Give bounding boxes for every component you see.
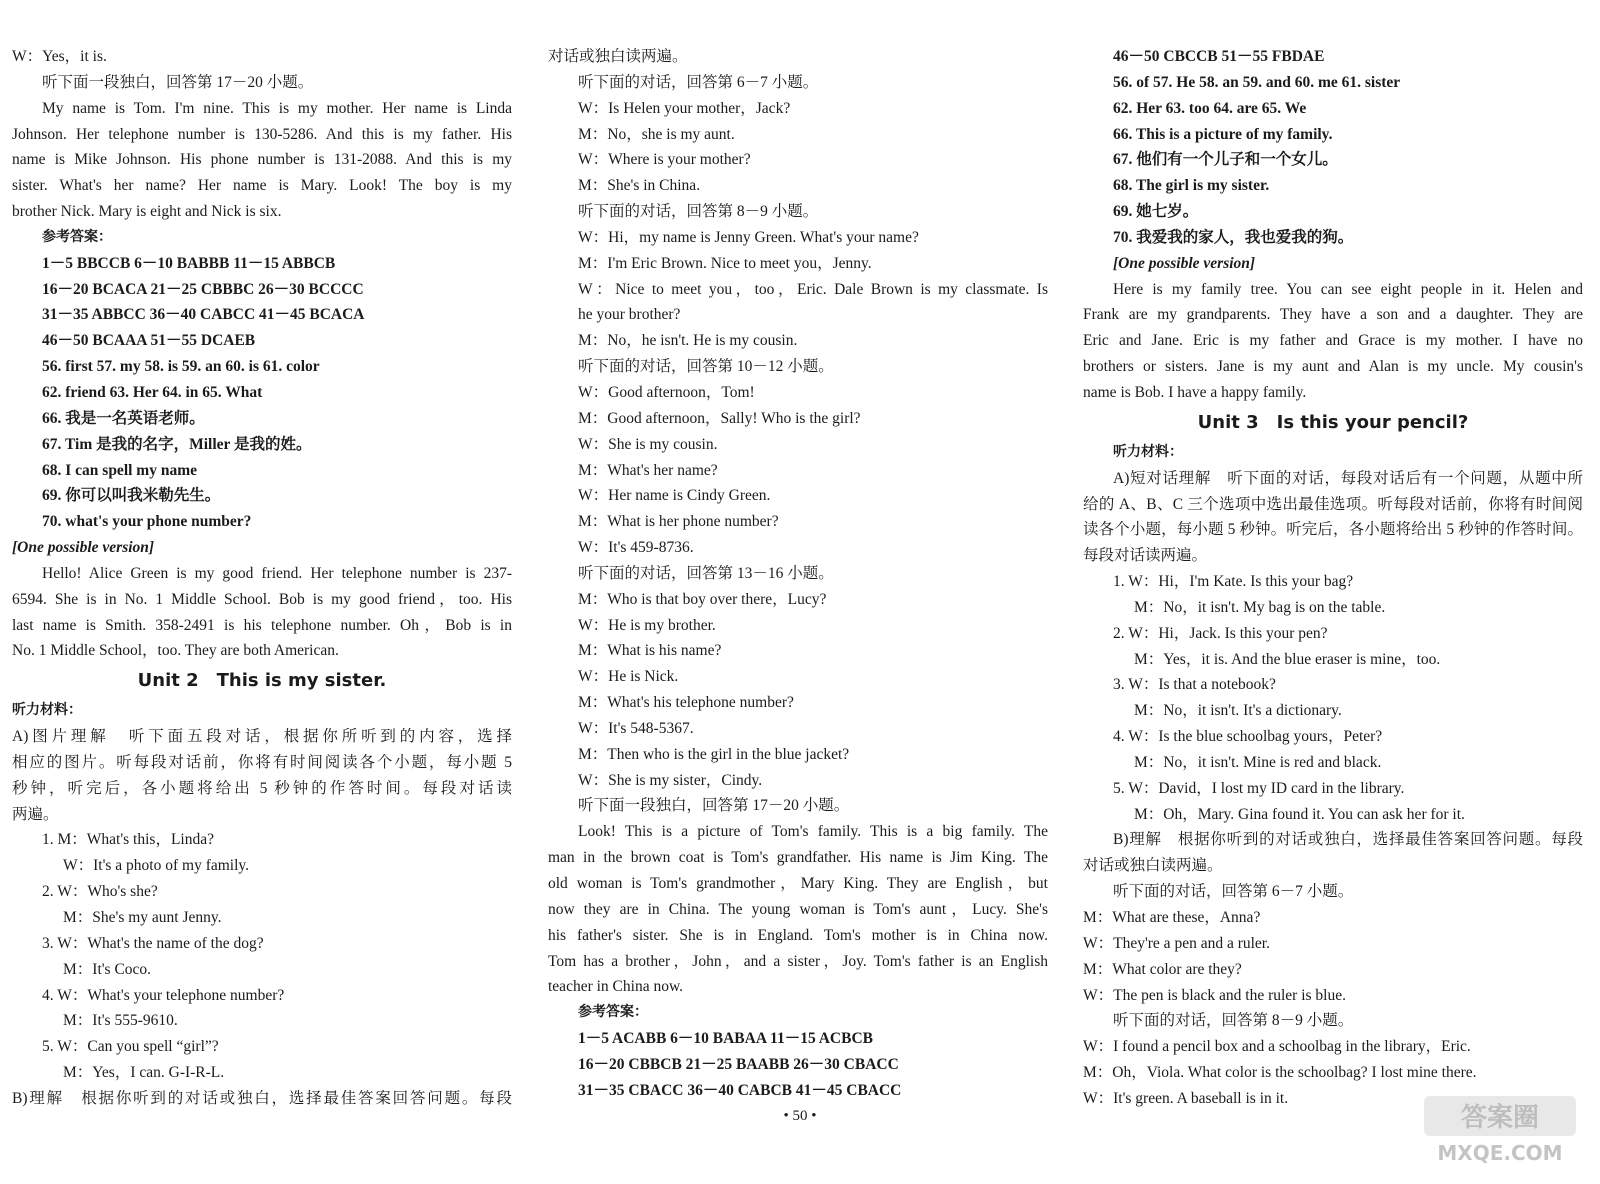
col1-line: A)图片理解 听下面五段对话，根据你所听到的内容，选择 [12, 728, 512, 746]
col3-line: 1. W：Hi，I'm Kate. Is this your bag? [1113, 573, 1354, 591]
col2-line: M：What's her name? [578, 461, 718, 479]
col1-line: 69. 你可以叫我米勒先生。 [42, 487, 221, 505]
col2-line: Look! This is a picture of Tom's family. This is a big family. The [578, 823, 1048, 841]
col1-line: Hello! Alice Green is my good friend. Her telephone number is 237- [42, 564, 512, 582]
col3-line: 听下面的对话，回答第 8－9 小题。 [1113, 1012, 1354, 1030]
col2-line: his father's sister. She is in England. Tom's mother is in China now. [548, 926, 1048, 944]
col3-line: M：No，it isn't. My bag is on the table. [1134, 598, 1386, 616]
col2-line: 对话或独白读两遍。 [548, 48, 688, 65]
col3-line: Eric and Jane. Eric is my father and Grace is my mother. I have no [1083, 332, 1583, 350]
col1-line: [One possible version] [12, 539, 155, 557]
col3-line: M：Yes，it is. And the blue eraser is mine，too. [1134, 650, 1441, 668]
col3-line: 听力材料： [1113, 443, 1183, 460]
column-right [1083, 44, 1583, 1112]
col3-line: Here is my family tree. You can see eight people in it. Helen and [1113, 280, 1583, 298]
col1-line: M：It's Coco. [63, 960, 152, 978]
col3-line: 62. Her 63. too 64. are 65. We [1113, 99, 1307, 117]
col3-line: 读各个小题，每小题 5 秒钟。听完后，各小题将给出 5 秒钟的作答时间。 [1083, 521, 1583, 539]
col3-line: M：Oh，Mary. Gina found it. You can ask her for it. [1134, 805, 1465, 823]
col1-line: 秒钟，听完后，各小题将给出 5 秒钟的作答时间。每段对话读 [12, 779, 512, 797]
col1-line: 参考答案： [42, 228, 112, 245]
col2-line: W：He is Nick. [578, 668, 679, 686]
col2-line: W：Is Helen your mother，Jack? [578, 99, 791, 117]
col1-line: 1. M：What's this，Linda? [42, 831, 214, 849]
col3-line: 听下面的对话，回答第 6－7 小题。 [1113, 883, 1354, 901]
col1-line: 62. friend 63. Her 64. in 65. What [42, 383, 263, 401]
col3-line: 68. The girl is my sister. [1113, 177, 1270, 195]
col1-line: name is Mike Johnson. His phone number is 131-2088. And this is my [12, 151, 512, 169]
col3-line: 2. W：Hi，Jack. Is this your pen? [1113, 624, 1328, 642]
col2-line: M：Who is that boy over there，Lucy? [578, 590, 827, 608]
col1-line: M：Yes，I can. G-I-R-L. [63, 1064, 225, 1082]
col2-line: W：Hi，my name is Jenny Green. What's your name? [578, 228, 919, 246]
col2-line: W：He is my brother. [578, 616, 716, 634]
col1-line: 68. I can spell my name [42, 461, 197, 479]
col2-line: 1－5 ACABB 6－10 BABAA 11－15 ACBCB [578, 1030, 873, 1048]
col3-line: 67. 他们有一个儿子和一个女儿。 [1113, 151, 1338, 169]
col1-line: 3. W：What's the name of the dog? [42, 934, 264, 952]
col1-line: 4. W：What's your telephone number? [42, 986, 285, 1004]
page-number: • 50 • [783, 1108, 817, 1124]
col1-line: B)理解 根据你听到的对话或独白，选择最佳答案回答问题。每段 [12, 1089, 512, 1107]
col2-line: 听下面的对话，回答第 6－7 小题。 [578, 73, 819, 91]
col2-line: 16－20 CBBCB 21－25 BAABB 26－30 CBACC [578, 1055, 899, 1073]
col2-line: he your brother? [578, 306, 681, 324]
col3-line: 4. W：Is the blue schoolbag yours，Peter? [1113, 728, 1383, 746]
col1-line: 相应的图片。听每段对话前，你将有时间阅读各个小题，每小题 5 [12, 753, 512, 771]
col2-line: M：No，she is my aunt. [578, 125, 735, 143]
col2-line: 听下面的对话，回答第 10－12 小题。 [578, 358, 834, 376]
col1-line: last name is Smith. 358-2491 is his telephone number. Oh，Bob is in [12, 616, 512, 634]
unit-title: Unit 3 Is this your pencil? [1197, 411, 1469, 433]
col3-line: [One possible version] [1113, 254, 1256, 272]
col1-line: 两遍。 [12, 805, 59, 823]
col2-line: M：I'm Eric Brown. Nice to meet you，Jenny. [578, 254, 872, 272]
col1-line: brother Nick. Mary is eight and Nick is six. [12, 203, 282, 221]
col2-line: 31－35 CBACC 36－40 CABCB 41－45 CBACC [578, 1081, 902, 1099]
col2-line: W：Her name is Cindy Green. [578, 487, 771, 505]
col1-line: 67. Tim 是我的名字，Miller 是我的姓。 [42, 435, 312, 453]
col3-line: 69. 她七岁。 [1113, 203, 1199, 221]
col2-line: M：Then who is the girl in the blue jacket? [578, 745, 850, 763]
svg-text:答案圈: 答案圈 [1460, 1103, 1540, 1133]
col3-line: W：I found a pencil box and a schoolbag in the library，Eric. [1083, 1038, 1471, 1056]
col3-line: 46－50 CBCCB 51－55 FBDAE [1113, 48, 1325, 65]
col3-line: name is Bob. I have a happy family. [1083, 383, 1307, 401]
col3-line: Frank are my grandparents. They have a son and a daughter. They are [1083, 306, 1583, 324]
col1-line: Johnson. Her telephone number is 130-5286. And this is my father. His [12, 125, 512, 143]
col1-line: No. 1 Middle School，too. They are both American. [12, 642, 339, 660]
col2-line: W：She is my sister，Cindy. [578, 771, 763, 789]
col3-line: M：No，it isn't. Mine is red and black. [1134, 753, 1382, 771]
svg-text:MXQE.COM: MXQE.COM [1437, 1141, 1563, 1165]
col1-line: 16－20 BCACA 21－25 CBBBC 26－30 BCCCC [42, 280, 364, 298]
col2-line: M：What's his telephone number? [578, 694, 794, 712]
col1-line: 2. W：Who's she? [42, 883, 158, 901]
col3-line: A)短对话理解 听下面的对话，每段对话后有一个问题，从题中所 [1113, 469, 1583, 487]
col1-line: 1－5 BBCCB 6－10 BABBB 11－15 ABBCB [42, 254, 336, 272]
col3-line: 每段对话读两遍。 [1083, 547, 1208, 565]
col2-line: M：Good afternoon，Sally! Who is the girl? [578, 409, 861, 427]
col3-line: 66. This is a picture of my family. [1113, 125, 1333, 143]
col1-line: W：Yes，it is. [12, 48, 107, 65]
col1-line: M：It's 555-9610. [63, 1012, 178, 1030]
col2-line: 听下面的对话，回答第 8－9 小题。 [578, 203, 819, 221]
col1-line: 56. first 57. my 58. is 59. an 60. is 61. color [42, 358, 320, 376]
col1-line: 46－50 BCAAA 51－55 DCAEB [42, 332, 256, 350]
col2-line: W：Nice to meet you，too，Eric. Dale Brown is my classmate. Is [578, 280, 1048, 298]
col2-line: W：Good afternoon，Tom! [578, 383, 755, 401]
col1-line: sister. What's her name? Her name is Mary. Look! The boy is my [12, 177, 512, 195]
col2-line: M：No，he isn't. He is my cousin. [578, 332, 798, 350]
col1-line: 6594. She is in No. 1 Middle School. Bob is my good friend，too. His [12, 590, 512, 608]
col3-line: 给的 A、B、C 三个选项中选出最佳选项。听每段对话前，你将有时间阅 [1083, 495, 1583, 513]
col2-line: W：She is my cousin. [578, 435, 718, 453]
col2-line: W：Where is your mother? [578, 151, 751, 169]
col2-line: 听下面的对话，回答第 13－16 小题。 [578, 564, 834, 582]
col2-line: 参考答案： [578, 1004, 648, 1021]
column-middle [548, 44, 1048, 1104]
col3-line: B)理解 根据你听到的对话或独白，选择最佳答案回答问题。每段 [1113, 831, 1583, 849]
col1-line: 听下面一段独白，回答第 17－20 小题。 [42, 73, 314, 91]
col3-line: W：They're a pen and a ruler. [1083, 934, 1270, 952]
col3-line: 5. W：David，I lost my ID card in the library. [1113, 779, 1405, 797]
col1-line: 31－35 ABBCC 36－40 CABCC 41－45 BCACA [42, 306, 365, 324]
col3-line: M：What color are they? [1083, 960, 1242, 978]
col3-line: M：What are these，Anna? [1083, 909, 1261, 926]
col2-line: M：What is her phone number? [578, 513, 779, 531]
col2-line: W：It's 548-5367. [578, 719, 694, 737]
col3-line: 70. 我爱我的家人，我也爱我的狗。 [1113, 228, 1354, 246]
col1-line: 5. W：Can you spell “girl”? [42, 1038, 219, 1056]
col2-line: 听下面一段独白，回答第 17－20 小题。 [578, 797, 850, 815]
watermark-logo [1420, 1092, 1580, 1166]
col3-line: 56. of 57. He 58. an 59. and 60. me 61. sister [1113, 73, 1401, 91]
col2-line: M：What is his name? [578, 642, 722, 660]
col3-line: M：Oh，Viola. What color is the schoolbag? I lost mine there. [1083, 1064, 1477, 1082]
col3-line: 3. W：Is that a notebook? [1113, 676, 1276, 694]
col1-line: W：It's a photo of my family. [63, 857, 250, 875]
col3-line: 对话或独白读两遍。 [1083, 857, 1223, 875]
col1-line: My name is Tom. I'm nine. This is my mother. Her name is Linda [42, 99, 512, 117]
col2-line: now they are in China. The young woman is Tom's aunt，Lucy. She's [548, 900, 1048, 918]
col2-line: man in the brown coat is Tom's grandfather. His name is Jim King. The [548, 849, 1048, 867]
col1-line: M：She's my aunt Jenny. [63, 909, 222, 926]
col3-line: W：The pen is black and the ruler is blue. [1083, 986, 1346, 1004]
col3-line: W：It's green. A baseball is in it. [1083, 1089, 1289, 1107]
col1-line: 70. what's your phone number? [42, 513, 252, 531]
unit-title: Unit 2 This is my sister. [137, 670, 387, 692]
col3-line: brothers or sisters. Jane is my aunt and Alan is my uncle. My cousin's [1083, 358, 1583, 376]
col2-line: M：She's in China. [578, 177, 701, 195]
col1-line: 66. 我是一名英语老师。 [42, 409, 205, 427]
col2-line: teacher in China now. [548, 978, 684, 996]
col1-line: 听力材料： [12, 702, 82, 719]
column-left [12, 44, 512, 1112]
col3-line: M：No，it isn't. It's a dictionary. [1134, 702, 1342, 720]
col2-line: Tom has a brother，John，and a sister，Joy. Tom's father is an English [548, 952, 1048, 970]
col2-line: W：It's 459-8736. [578, 539, 694, 557]
col2-line: old woman is Tom's grandmother，Mary King. They are English，but [548, 875, 1048, 892]
